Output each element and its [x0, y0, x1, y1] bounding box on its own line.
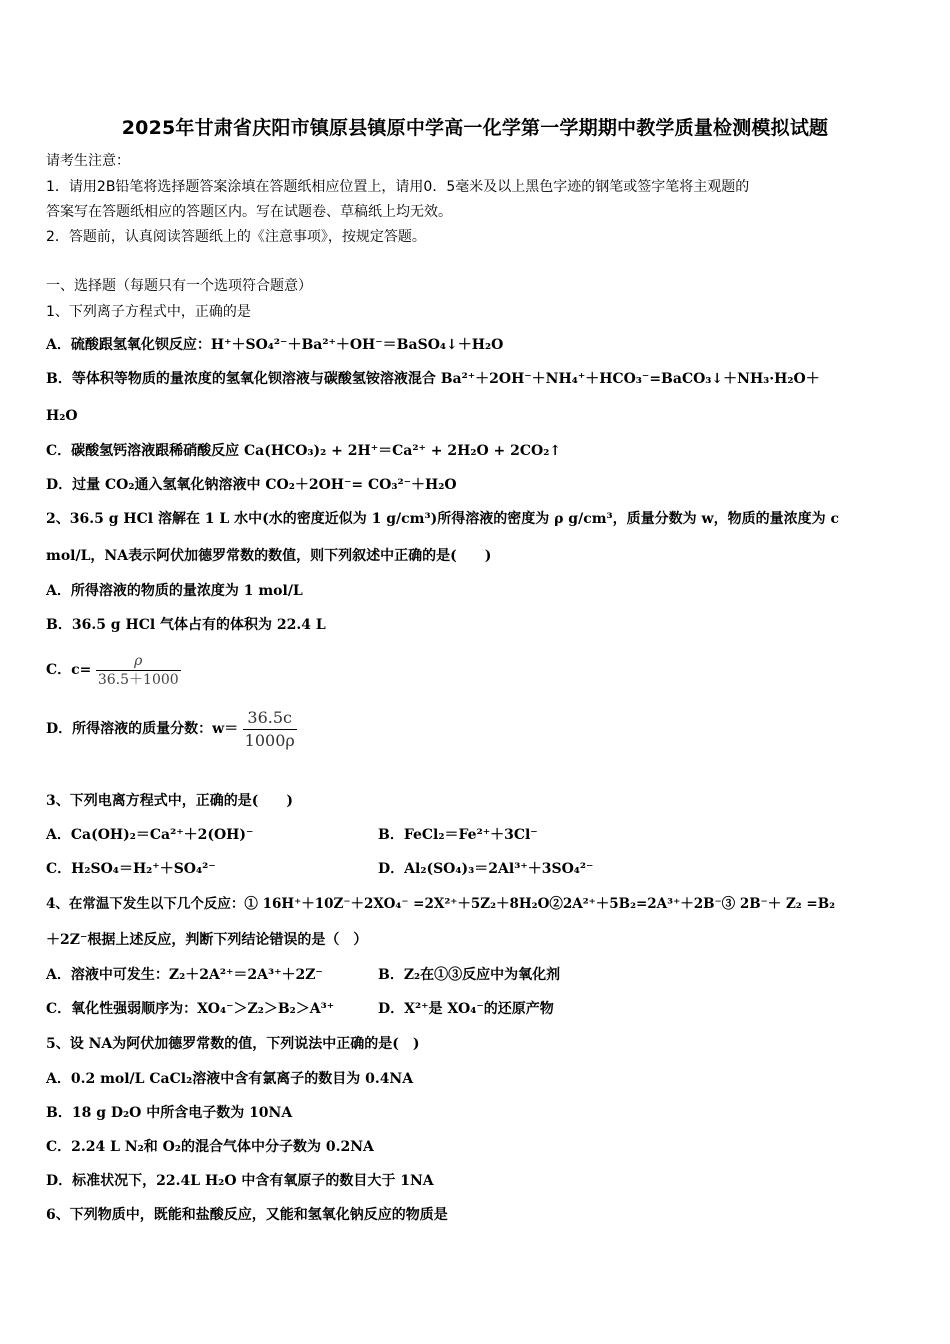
q1-option-b: B．等体积等物质的量浓度的氢氧化钡溶液与碳酸氢铵溶液混合 Ba²⁺＋2OH⁻＋NH₄⁺＋HCO₃⁻=BaCO₃↓＋NH₃·H₂O＋ [46, 371, 820, 387]
q1-stem: 1、下列离子方程式中，正确的是 [46, 304, 251, 320]
page-title: 2025年甘肃省庆阳市镇原县镇原中学高一化学第一学期期中教学质量检测模拟试题 [121, 117, 829, 139]
q5-option-b: B．18 g D₂O 中所含电子数为 10NA [46, 1105, 293, 1121]
q5-option-c: C．2.24 L N₂和 O₂的混合气体中分子数为 0.2NA [46, 1139, 374, 1155]
q6-stem: 6、下列物质中，既能和盐酸反应，又能和氢氧化钠反应的物质是 [46, 1207, 448, 1223]
q1-option-a: A．硫酸跟氢氧化钡反应：H⁺＋SO₄²⁻＋Ba²⁺＋OH⁻＝BaSO₄↓＋H₂O [46, 337, 504, 353]
q2-option-c-numerator: ρ [96, 652, 181, 671]
q2-option-d-denominator: 1000ρ [244, 730, 295, 750]
q5-option-d: D．标准状况下，22.4L H₂O 中含有氧原子的数目大于 1NA [46, 1173, 434, 1189]
q1-option-b-cont: H₂O [46, 408, 78, 424]
notice-heading: 请考生注意： [46, 153, 130, 169]
q5-option-a: A．0.2 mol/L CaCl₂溶液中含有氯离子的数目为 0.4NA [46, 1071, 414, 1087]
q2-option-c-denominator: 36.5＋1000 [97, 671, 179, 688]
q3-option-b: B．FeCl₂＝Fe²⁺＋3Cl⁻ [378, 827, 538, 843]
q2-option-d-fraction [243, 707, 297, 752]
q5-stem: 5、设 NA为阿伏加德罗常数的值，下列说法中正确的是( ) [46, 1036, 420, 1052]
q4-stem-cont: ＋2Z⁻根据上述反应，判断下列结论错误的是（ ） [46, 932, 368, 948]
q2-option-b: B．36.5 g HCl 气体占有的体积为 22.4 L [46, 617, 326, 633]
q1-option-d: D．过量 CO₂通入氢氧化钠溶液中 CO₂＋2OH⁻= CO₃²⁻＋H₂O [46, 477, 457, 493]
q1-option-c: C．碳酸氢钙溶液跟稀硝酸反应 Ca(HCO₃)₂ + 2H⁺＝Ca²⁺ + 2H₂O + 2CO₂↑ [46, 443, 562, 459]
q2-stem-cont: mol/L，NA表示阿伏加德罗常数的数值，则下列叙述中正确的是( ) [46, 548, 492, 564]
q2-option-c-label: C．c= [46, 662, 92, 678]
q3-stem: 3、下列电离方程式中，正确的是( ) [46, 793, 293, 809]
q3-option-c: C．H₂SO₄＝H₂⁺＋SO₄²⁻ [46, 861, 216, 877]
q4-option-c: C．氧化性强弱顺序为：XO₄⁻＞Z₂＞B₂＞A³⁺ [46, 1001, 335, 1017]
q4-option-b: B．Z₂在①③反应中为氧化剂 [378, 967, 561, 983]
notice-item-1-cont: 答案写在答题纸相应的答题区内。写在试题卷、草稿纸上均无效。 [46, 204, 452, 220]
q3-option-d: D．Al₂(SO₄)₃＝2Al³⁺＋3SO₄²⁻ [378, 861, 594, 877]
notice-item-2: 2．答题前，认真阅读答题纸上的《注意事项》，按规定答题。 [46, 229, 426, 245]
q4-stem: 4、在常温下发生以下几个反应：① 16H⁺＋10Z⁻＋2XO₄⁻ =2X²⁺＋5Z₂＋8H₂O②2A²⁺＋5B₂=2A³⁺＋2B⁻③ 2B⁻＋ Z₂ =B₂ [46, 896, 836, 912]
q3-option-a: A．Ca(OH)₂＝Ca²⁺＋2(OH)⁻ [46, 827, 254, 843]
q2-stem: 2、36.5 g HCl 溶解在 1 L 水中(水的密度近似为 1 g/cm³)所得溶液的密度为 ρ g/cm³，质量分数为 w，物质的量浓度为 c [46, 511, 840, 527]
q2-option-c [46, 648, 181, 692]
q2-option-d [46, 704, 297, 754]
section-heading: 一、选择题（每题只有一个选项符合题意） [46, 278, 312, 294]
q4-option-d: D．X²⁺是 XO₄⁻的还原产物 [378, 1001, 554, 1017]
notice-item-1: 1．请用2B铅笔将选择题答案涂填在答题纸相应位置上，请用0．5毫米及以上黑色字迹的钢笔或签字笔将主观题的 [46, 179, 750, 195]
q2-option-d-numerator: 36.5c [243, 707, 297, 730]
q4-option-a: A．溶液中可发生：Z₂＋2A²⁺＝2A³⁺＋2Z⁻ [46, 967, 323, 983]
q2-option-d-label: D．所得溶液的质量分数：w＝ [46, 721, 239, 737]
q2-option-a: A．所得溶液的物质的量浓度为 1 mol/L [46, 583, 303, 599]
q2-option-c-fraction [96, 652, 181, 689]
